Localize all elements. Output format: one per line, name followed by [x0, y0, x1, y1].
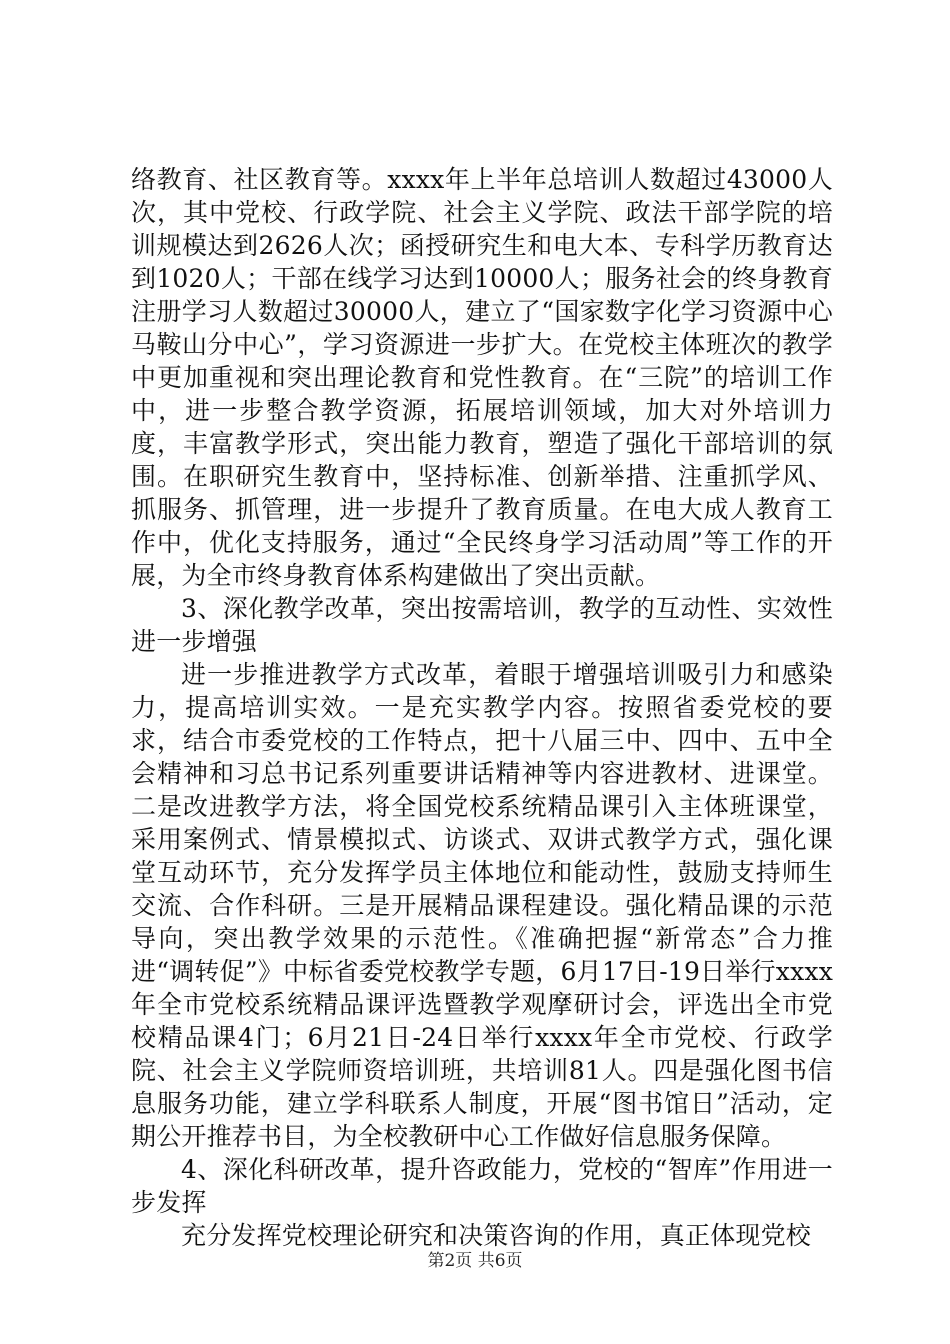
body-paragraph-continuation: 络教育、社区教育等。xxxx年上半年总培训人数超过43000人次，其中党校、行政学院、社会主义学院、政法干部学院的培训规模达到2626人次；函授研究生和电大本、专科学历教育达到1020人；干部在线学习达到10000人；服务社会的终身教育注册学习人数超过30000人，建立了“国家数字化学习资源中心马鞍山分中心”，学习资源进一步扩大。在党校主体班次的教学中更加重视和突出理论教育和党性教育。在“三院”的培训工作中，进一步整合教学资源，拓展培训领域，加大对外培训力度，丰富教学形式，突出能力教育，塑造了强化干部培训的氛围。在职研究生教育中，坚持标准、创新举措、注重抓学风、抓服务、抓管理，进一步提升了教育质量。在电大成人教育工作中，优化支持服务，通过“全民终身学习活动周”等工作的开展，为全市终身教育体系构建做出了突出贡献。	[131, 165, 833, 590]
body-paragraph-teaching-reform: 进一步推进教学方式改革，着眼于增强培训吸引力和感染力，提高培训实效。一是充实教学内容。按照省委党校的要求，结合市委党校的工作特点，把十八届三中、四中、五中全会精神和习总书记系列重要讲话精神等内容进教材、进课堂。二是改进教学方法，将全国党校系统精品课引入主体班课堂，采用案例式、情景模拟式、访谈式、双讲式教学方式，强化课堂互动环节，充分发挥学员主体地位和能动性，鼓励支持师生交流、合作科研。三是开展精品课程建设。强化精品课的示范导向，突出教学效果的示范性。《准确把握“新常态”合力推进“调转促”》中标省委党校教学专题，6月17日-19日举行xxxx年全市党校系统精品课评选暨教学观摩研讨会，评选出全市党校精品课4门；6月21日-24日举行xxxx年全市党校、行政学院、社会主义学院师资培训班，共培训81人。四是强化图书信息服务功能，建立学科联系人制度，开展“图书馆日”活动，定期公开推荐书目，为全校教研中心工作做好信息服务保障。	[131, 660, 833, 1151]
body-paragraph-research-reform: 充分发挥党校理论研究和决策咨询的作用，真正体现党校	[181, 1221, 812, 1250]
section-heading-teaching-reform: 3、深化教学改革，突出按需培训，教学的互动性、实效性进一步增强	[131, 594, 833, 656]
section-heading-research-reform: 4、深化科研改革，提升咨政能力，党校的“智库”作用进一步发挥	[131, 1155, 833, 1217]
page-number-footer: 第2页 共6页	[427, 1251, 523, 1271]
document-body	[131, 163, 833, 1252]
